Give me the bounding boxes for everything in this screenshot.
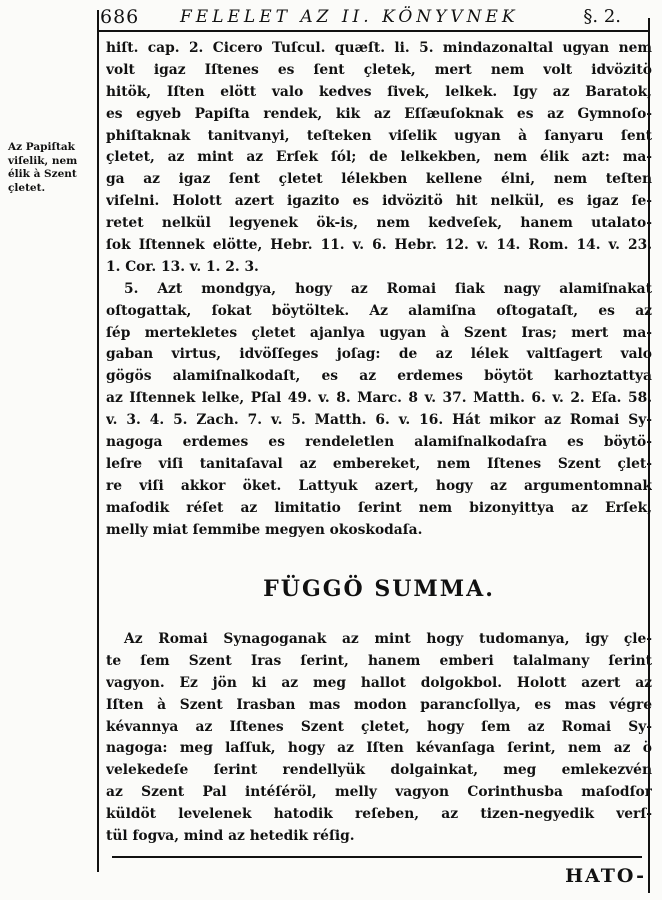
text-line: maſodik réſet az limitatio ſerint nem bizonyittya az Erſek, <box>106 499 652 516</box>
text-line: Az Romai Synagoganak az mint hogy tudomanya, igy çle- <box>124 631 652 647</box>
text-line: gögös alamiſnalkodaſt, es az erdemes böytöt karhoztattya <box>106 368 652 385</box>
page-number: 686 <box>100 6 140 28</box>
text-line: ſép mertekletes çletet ajanlya ugyan à Szent Iras; mert ma- <box>106 324 652 341</box>
text-line: ſok Iſtennek elötte, Hebr. 11. v. 6. Hebr. 12. v. 14. Rom. 14. v. 23. <box>106 237 652 254</box>
text-line: tül fogva, mind az hetedik réſig. <box>106 828 355 845</box>
marginal-note: Az Papiſtak viſelik, nem élik à Szent çletet. <box>8 141 78 194</box>
text-line: kévannya az Iſtenes Szent çletet, hogy ſem az Romai Sy- <box>106 718 652 735</box>
text-line: 1. Cor. 13. v. 1. 2. 3. <box>106 258 259 275</box>
text-line: gaban virtus, idvöſſeges joſag: de az lélek valtſagert valo <box>106 346 652 363</box>
text-line: es egyeb Papiſta rendek, kik az Eſſæuſoknak es az Gymnoſo- <box>106 105 652 122</box>
text-line: velekedeſe ſerint rendellyük dolgainkat, meg emlekezvén <box>106 762 652 779</box>
text-line: melly miat ſemmibe megyen okoskodaſa. <box>106 521 423 538</box>
text-line: nagoga erdemes es rendeletlen alamiſnalkodaſra es böytö- <box>106 434 652 451</box>
footer-rule <box>112 856 642 858</box>
text-line: hiſt. cap. 2. Cicero Tuſcul. quæſt. li. 5. mindazonaltal ugyan nem <box>106 40 652 56</box>
text-line: retet nelkül legyenek ök-is, nem kedveſek, hanem utalato- <box>106 215 652 232</box>
running-title: FELELET AZ II. KÖNYVNEK <box>180 7 519 27</box>
text-line: küldöt levelenek hatodik reſeben, az tizen-negyedik verſ- <box>106 806 652 823</box>
summary-text <box>106 629 652 848</box>
header-rule <box>97 30 650 32</box>
catchword: HATO- <box>565 865 646 887</box>
main-text <box>106 38 652 541</box>
section-heading: FÜGGÖ SUMMA. <box>263 576 495 602</box>
paragraph-1 <box>106 38 652 279</box>
text-line: oſtogattak, ſokat böytöltek. Az alamiſna oſtogataſt, es az <box>106 302 652 319</box>
text-line: nagoga: meg laſſuk, hogy az Iſten kévanſaga ſerint, nem az ö <box>106 740 652 757</box>
text-line: leſre viſi tanitaſaval az embereket, nem Iſtenes Szent çlet- <box>106 455 652 472</box>
text-line: volt igaz Iſtenes es ſent çletek, mert nem volt idvözitö <box>106 61 652 78</box>
text-line: Iſten à Szent Irasban mas modon parancſollya, es mas végre <box>106 696 652 713</box>
text-line: v. 3. 4. 5. Zach. 7. v. 5. Matth. 6. v. 16. Hát mikor az Romai Sy- <box>106 412 652 429</box>
section-mark: §. 2. <box>583 6 621 27</box>
text-line: çletet, az mint az Erſek ſól; de lelkekben, nem élik azt: ma- <box>106 149 652 166</box>
text-line: hitök, Iſten elött valo kedves ſivek, lelkek. Igy az Baratok, <box>106 83 652 100</box>
text-line: viſelni. Holott azert igazito es idvözitö hit nelkül, es igaz ſe- <box>106 193 652 210</box>
text-line: 5. Azt mondgya, hogy az Romai ſiak nagy alamiſnakat <box>124 280 652 297</box>
text-line: az Szent Pal intéſéröl, melly vagyon Corinthusba maſodſor <box>106 784 652 801</box>
text-line: phiſtaknak tanitvanyi, teſteken viſelik ugyan à ſanyaru ſent <box>106 127 652 144</box>
text-line: re viſi akkor öket. Lattyuk azert, hogy az argumentomnak <box>106 477 652 494</box>
left-margin-rule <box>97 10 99 872</box>
text-line: az Iſtennek lelke, Pſal 49. v. 8. Marc. 8 v. 37. Matth. 6. v. 2. Eſa. 58. <box>106 390 652 407</box>
text-line: te ſem Szent Iras ſerint, hanem emberi talalmany ſerint <box>106 652 652 669</box>
page-header <box>100 6 645 30</box>
paragraph-2 <box>106 279 652 542</box>
text-line: ga az igaz ſent çletet lélekben kellene élni, nem teſten <box>106 171 652 188</box>
text-line: vagyon. Ez jön ki az meg hallot dolgokbol. Holott azert az <box>106 674 652 691</box>
